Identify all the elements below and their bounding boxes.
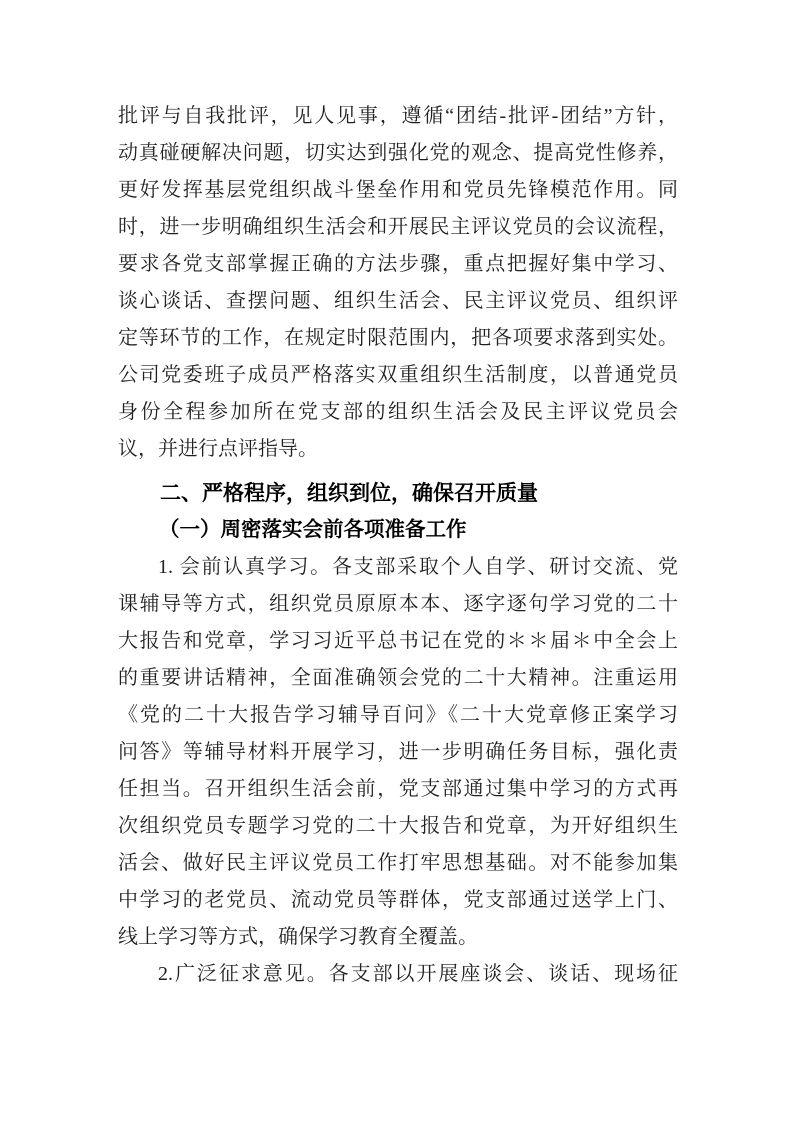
text-line: 问答》等辅导材料开展学习，进一步明确任务目标，强化责 [118,741,678,763]
text-line: 公司党委班子成员严格落实双重组织生活制度，以普通党员 [118,364,678,386]
text-line: 议，并进行点评指导。 [118,438,318,460]
text-line: 二、严格程序，组织到位，确保召开质量 [160,482,538,505]
text-line: 《党的二十大报告学习辅导百问》《二十大党章修正案学习 [118,704,678,726]
text-line: 中学习的老党员、流动党员等群体，党支部通过送学上门、 [118,889,678,911]
text-line: 要求各党支部掌握正确的方法步骤，重点把握好集中学习、 [118,253,678,275]
paragraph-item-1 [118,549,678,956]
text-line: （一）周密落实会前各项准备工作 [159,519,467,541]
text-line: 大报告和党章，学习习近平总书记在党的＊＊届＊中全会上 [118,630,678,652]
text-line: 时，进一步明确组织生活会和开展民主评议党员的会议流程， [118,216,678,238]
text-line: 课辅导等方式，组织党员原原本本、逐字逐句学习党的二十 [118,593,678,615]
heading-subsection-one [118,512,678,549]
text-line: 定等环节的工作，在规定时限范围内，把各项要求落到实处。 [118,327,678,349]
text-line: 2.广泛征求意见。各支部以开展座谈会、谈话、现场征 [158,963,678,985]
paragraph-continuation [118,98,678,468]
text-line: 次组织党员专题学习党的二十大报告和党章，为开好组织生 [118,815,678,837]
text-line: 活会、做好民主评议党员工作打牢思想基础。对不能参加集 [118,852,678,874]
text-line: 1. 会前认真学习。各支部采取个人自学、研讨交流、党 [158,556,678,578]
text-line: 动真碰硬解决问题，切实达到强化党的观念、提高党性修养， [118,142,678,164]
text-line: 任担当。召开组织生活会前，党支部通过集中学习的方式再 [118,778,678,800]
text-line: 谈心谈话、查摆问题、组织生活会、民主评议党员、组织评 [118,290,678,312]
text-line: 的重要讲话精神，全面准确领会党的二十大精神。注重运用 [118,667,678,689]
heading-section-two [118,475,678,512]
text-line: 批评与自我批评，见人见事，遵循“团结-批评-团结”方针， [118,105,678,127]
text-line: 线上学习等方式，确保学习教育全覆盖。 [118,926,478,948]
text-line: 更好发挥基层党组织战斗堡垒作用和党员先锋模范作用。同 [118,179,678,201]
document-body [118,98,678,993]
paragraph-item-2 [118,956,678,993]
text-line: 身份全程参加所在党支部的组织生活会及民主评议党员会 [118,401,678,423]
